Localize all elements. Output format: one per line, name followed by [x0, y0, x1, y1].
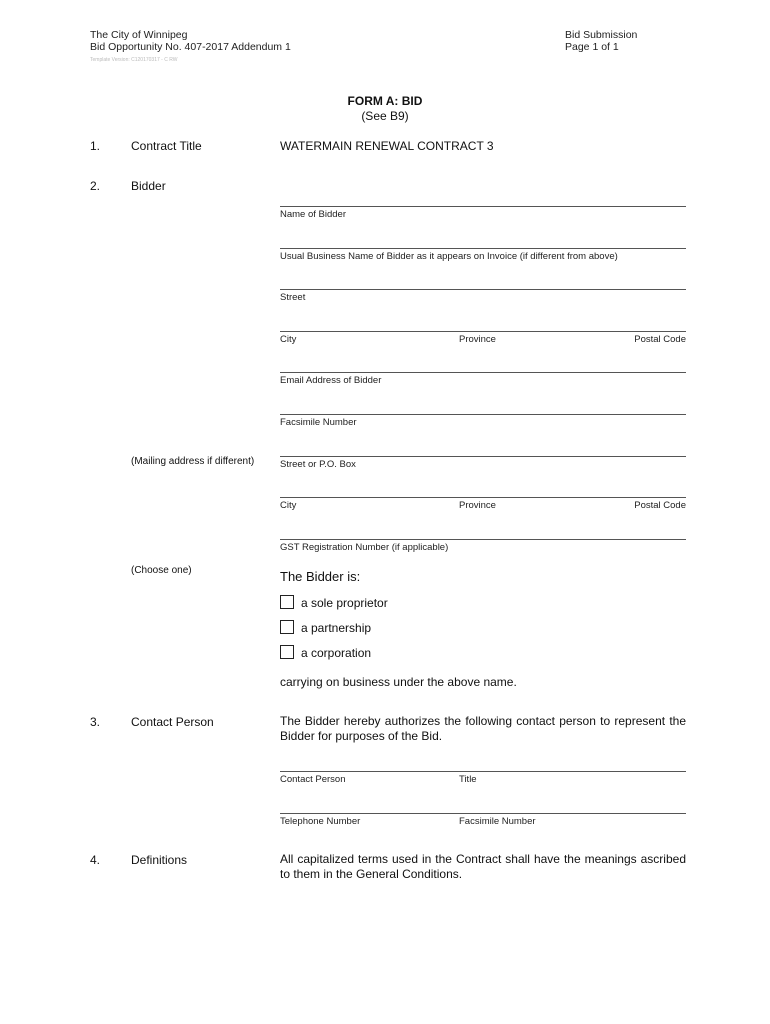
header-page-number: Page 1 of 1	[565, 41, 619, 53]
contact-authorization-text: The Bidder hereby authorizes the following contact person to represent the Bidder for purposes of the Bid.	[280, 714, 686, 743]
street-field[interactable]	[280, 289, 686, 290]
sole-proprietor-label: a sole proprietor	[301, 596, 388, 610]
fax-field[interactable]	[280, 414, 686, 415]
email-field[interactable]	[280, 372, 686, 373]
contact-person-label: Contact Person	[280, 774, 346, 785]
name-of-bidder-field[interactable]	[280, 206, 686, 207]
contract-title-value: WATERMAIN RENEWAL CONTRACT 3	[280, 139, 494, 153]
definitions-text: All capitalized terms used in the Contract shall have the meanings ascribed to them in the General Conditions.	[280, 852, 686, 881]
mailing-city-province-postal-field[interactable]	[280, 497, 686, 498]
contact-fax-label: Facsimile Number	[459, 816, 536, 827]
header-doc-type: Bid Submission	[565, 29, 638, 41]
section-1-number: 1.	[90, 139, 101, 153]
section-1-label: Contract Title	[131, 139, 202, 153]
mailing-street-field[interactable]	[280, 456, 686, 457]
mailing-city-label: City	[280, 500, 297, 511]
province-label: Province	[459, 334, 496, 345]
city-label: City	[280, 334, 297, 345]
mailing-street-label: Street or P.O. Box	[280, 459, 356, 470]
email-label: Email Address of Bidder	[280, 375, 382, 386]
city-province-postal-field[interactable]	[280, 331, 686, 332]
partnership-label: a partnership	[301, 621, 372, 635]
corporation-checkbox[interactable]	[280, 645, 294, 659]
header-template-version: Template Version: C120170317 - C RW	[90, 57, 178, 63]
header-bid-opportunity: Bid Opportunity No. 407-2017 Addendum 1	[90, 41, 291, 53]
fax-label: Facsimile Number	[280, 417, 357, 428]
form-subtitle: (See B9)	[361, 109, 409, 123]
bidder-is-label: The Bidder is:	[280, 569, 361, 584]
business-name-field[interactable]	[280, 248, 686, 249]
telephone-label: Telephone Number	[280, 816, 361, 827]
section-2-number: 2.	[90, 179, 101, 193]
gst-label: GST Registration Number (if applicable)	[280, 542, 449, 553]
mailing-province-label: Province	[459, 500, 496, 511]
section-4-number: 4.	[90, 853, 101, 867]
name-of-bidder-label: Name of Bidder	[280, 209, 347, 220]
partnership-checkbox[interactable]	[280, 620, 294, 634]
section-3-label: Contact Person	[131, 715, 214, 729]
sole-proprietor-checkbox[interactable]	[280, 595, 294, 609]
section-2-label: Bidder	[131, 179, 166, 193]
postal-code-label: Postal Code	[634, 334, 686, 345]
header-org: The City of Winnipeg	[90, 29, 188, 41]
choose-one-note: (Choose one)	[131, 565, 192, 576]
mailing-address-note: (Mailing address if different)	[131, 456, 255, 467]
carrying-on-text: carrying on business under the above name.	[280, 675, 517, 689]
section-3-number: 3.	[90, 715, 101, 729]
title-label: Title	[459, 774, 477, 785]
telephone-fax-field[interactable]	[280, 813, 686, 814]
gst-field[interactable]	[280, 539, 686, 540]
form-title: FORM A: BID	[347, 94, 423, 108]
contact-person-title-field[interactable]	[280, 771, 686, 772]
corporation-label: a corporation	[301, 646, 372, 660]
street-label: Street	[280, 292, 306, 303]
business-name-label: Usual Business Name of Bidder as it appears on Invoice (if different from above)	[280, 251, 618, 262]
section-4-label: Definitions	[131, 853, 188, 867]
mailing-postal-code-label: Postal Code	[634, 500, 686, 511]
